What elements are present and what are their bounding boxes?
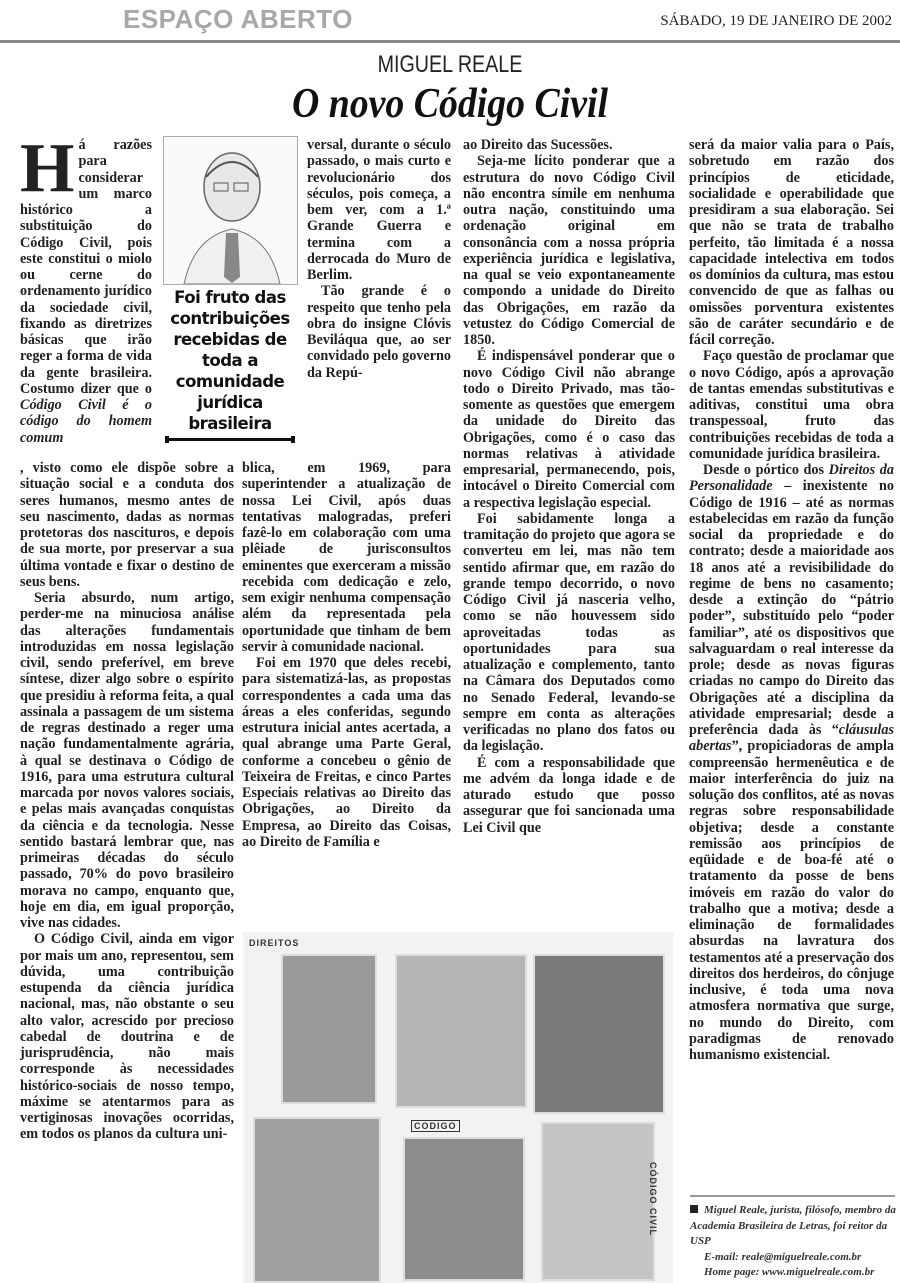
paragraph: Tão grande é o respeito que tenho pela obra do insigne Clóvis Beviláqua que, ao ser convidado pelo governo da Repú- — [307, 283, 451, 381]
column-1-continued — [20, 460, 234, 1143]
italic-text: cláusulas abertas — [689, 722, 894, 755]
paragraph — [689, 462, 894, 1063]
photo-patient-iv — [533, 954, 665, 1114]
photo-man-suit — [541, 1122, 655, 1281]
photo-woman-glasses — [281, 954, 377, 1104]
paragraph: versal, durante o século passado, o mais curto e revolucionário dos séculos, pois começa, a bem ver, com a 1.ª Grande Guerra e termina com a derrocada do Muro de Berlim. — [307, 137, 451, 283]
bullet-square-icon — [690, 1205, 698, 1213]
text: ”, propiciadoras de ampla compreensão hermenêutica e de maior interferência do juiz na solução dos conflitos, até as novas regras sobre responsabilidade objetiva; desde a constante remissão aos princípios de eqüidade e de boa-fé até o tratamento da posse de bens imóveis em razão do valor do trabalho que a motiva; desde a eliminação de formalidades absurdas na lavratura dos testamentos até a preservação dos direitos dos herdeiros, do cônjuge inclusive, é toda uma nova atmosfera normativa que surge, no mundo do Direito, com paradigmas de renovado humanismo existencial. — [689, 738, 894, 1063]
bio-description: Miguel Reale, jurista, filósofo, membro da Academia Brasileira de Letras, foi reitor da USP — [690, 1204, 896, 1247]
collage-label-codigo: CODIGO — [411, 1120, 460, 1132]
text: á razões para considerar um marco histórico a substituição do Código Civil, pois este constitui o miolo ou cerne do ordenamento jurídico da sociedade civil, fixando as diretrizes básicas que irão reger a forma de vida da gente brasileira. Costumo dizer que o — [20, 137, 153, 397]
publication-date: SÁBADO, 19 DE JANEIRO DE 2002 — [660, 13, 892, 29]
column-2 — [307, 137, 451, 381]
masthead-rule — [0, 40, 900, 43]
paragraph: Faço questão de proclamar que o novo Código, após a aprovação de tantas emendas substitutivas e aditivas, constitui uma obra transpessoal, fruto das contribuições recebidas de toda a comunidade jurídica brasileira. — [689, 348, 894, 462]
section-name: ESPAÇO ABERTO — [123, 4, 353, 34]
italic-text: Código Civil é o código do homem comum — [20, 397, 152, 446]
collage-label-direitos: DIREITOS — [249, 938, 300, 948]
bio-homepage[interactable]: Home page: www.miguelreale.com.br — [704, 1266, 875, 1278]
paragraph: ao Direito das Sucessões. — [463, 137, 613, 153]
pull-quote-rule — [165, 438, 295, 441]
paragraph: Foi em 1970 que deles recebi, para sistematizá-las, as propostas correspondentes a cada uma das áreas a eles conferidas, segundo estrutura inicial antes acertada, a qual abrange uma Parte Geral, conforme a concebeu o gênio de Teixeira de Freitas, e cinco Partes Especiais relativas ao Direito das Obrigações, ao Direito da Empresa, ao Direito das Coisas, ao Direito de Família e — [242, 655, 451, 850]
paragraph: Foi sabidamente longa a tramitação do projeto que agora se converteu em lei, mas não tem sentido afirmar que, em razão do grande tempo decorrido, o novo Código Civil já nasceria velho, como se não houvessem sido aproveitadas todas as oportunidades para sua atualização e complemento, tanto na Câmara dos Deputados como no Senado Federal, levando-se sempre em conta as alterações verificadas no plano dos fatos ou da legislação. — [463, 510, 675, 755]
paragraph: , visto como ele dispõe sobre a situação social e a conduta dos seres humanos, mesmo antes de seu nascimento, dadas as normas protetoras dos nascituros, e depois de sua morte, por preservar a sua última vontade e fixar o destino de seus bens. — [20, 460, 234, 590]
text: Desde o pórtico dos — [703, 462, 829, 478]
paragraph — [20, 130, 153, 446]
bio-text — [690, 1203, 900, 1250]
column-1 — [20, 130, 153, 446]
portrait-sketch-icon — [164, 137, 297, 284]
bio-rule — [690, 1195, 895, 1197]
masthead — [0, 0, 900, 44]
photo-collage — [243, 932, 673, 1283]
photo-child-doll — [395, 954, 527, 1108]
column-4 — [689, 137, 894, 1063]
paragraph: O Código Civil, ainda em vigor por mais um ano, representou, sem dúvida, uma contribuição estupenda da ciência jurídica nacional, mas, não obstante o seu alto valor, acrescido por precioso cabedal de doutrina e de jurisprudência, não mais corresponde às necessidades histórico-sociais de nosso tempo, máxime se atentarmos para as vertiginosas inovações ocorridas, em todos os planos da cultura uni- — [20, 931, 234, 1143]
photo-man-reading — [253, 1117, 381, 1283]
text: – inexistente no Código de 1916 – até as normas estabelecidas em razão da função social da propriedade e do contrato; desde a maioridade aos 18 anos até a revisibilidade do regime de bens no casamento; desde a extinção do “pátrio poder”, substituído pelo “poder familiar”, até os dispositivos que salvaguardam o real interesse da prole; desde as novas figuras criadas no campo do Direito das Obrigações até a disciplina da atividade empresarial; desde a preferência dada às “ — [689, 478, 894, 738]
paragraph: É indispensável ponderar que o novo Código Civil não abrange todo o Direito Privado, mas tão-somente as questões que emergem da unidade do Direito das Obrigações, como é o caso das normas relativas à atividade empresarial, permanecendo, pois, intocável o Direito Comercial com a respectiva legislação especial. — [463, 348, 675, 511]
author-portrait — [163, 136, 298, 285]
author-byline: MIGUEL REALE — [377, 51, 523, 78]
paragraph: blica, em 1969, para superintender a atualização de nossa Lei Civil, após duas tentativas malogradas, preferi fazê-lo em colaboração com uma plêiade de jurisconsultos eminentes que exerceram a missão recebida com dedicação e zelo, sem exigir nenhuma compensação além da representada pela oportunidade que tinham de bem servir à comunidade nacional. — [242, 460, 451, 655]
bio-email[interactable]: E-mail: reale@miguelreale.com.br — [704, 1250, 862, 1263]
drop-cap: H — [20, 130, 75, 207]
paragraph: Seria absurdo, num artigo, perder-me na minuciosa análise das alterações fundamentais introduzidas em nossa legislação civil, sendo preferível, em breve síntese, dizer algo sobre o espírito que presidiu à reforma feita, a qual assinala a passagem de um sistema de regras destinado a reger uma nação fundamentalmente agrária, à qual se destinava o Código de 1916, para uma estrutura cultural marcada por novos valores sociais, e pelas mais avançadas conquistas da ciência e da tecnologia. Nesse sentido bastará lembrar que, nas primeiras décadas do século passado, 70% do povo brasileiro morava no campo, enquanto que, hoje em dia, em igual proporção, vive nas cidades. — [20, 590, 234, 931]
article-title: O novo Código Civil — [291, 81, 609, 127]
paragraph: É com a responsabilidade que me advém da longa idade e de aturado estudo que posso assegurar que foi sancionada uma Lei Civil que — [463, 754, 675, 836]
paragraph: será da maior valia para o País, sobretudo em razão dos princípios de eticidade, socialidade e operabilidade que presidiram a sua elaboração. Sei que não se trata de trabalho perfeito, tão limitada é a nossa capacidade intelectiva em todos os domínios da cultura, mas estou convencido de que as falhas ou omissões porventura existentes são de caráter secundário e de fácil correção. — [689, 137, 894, 348]
photo-smiling-woman — [403, 1137, 525, 1281]
collage-label-codigo-civil: CÓDIGO CIVIL — [648, 1162, 658, 1237]
pull-quote: Foi fruto das contribuições recebidas de toda a comunidade jurídica brasileira — [170, 288, 290, 433]
italic-text: Direitos da Personalidade — [689, 462, 894, 495]
paragraph: Seja-me lícito ponderar que a estrutura do novo Código Civil não encontra símile em nenhuma outra nação, constituindo uma ordenação original em consonância com a nossa própria experiência jurídica e legislativa, na qual se veio expontaneamente compondo a unidade do Direito das Obrigações, em razão da vetustez do Código Comercial de 1850. — [463, 153, 675, 348]
column-2-continued — [242, 460, 451, 850]
author-bio — [690, 1203, 900, 1281]
column-3 — [463, 137, 675, 836]
